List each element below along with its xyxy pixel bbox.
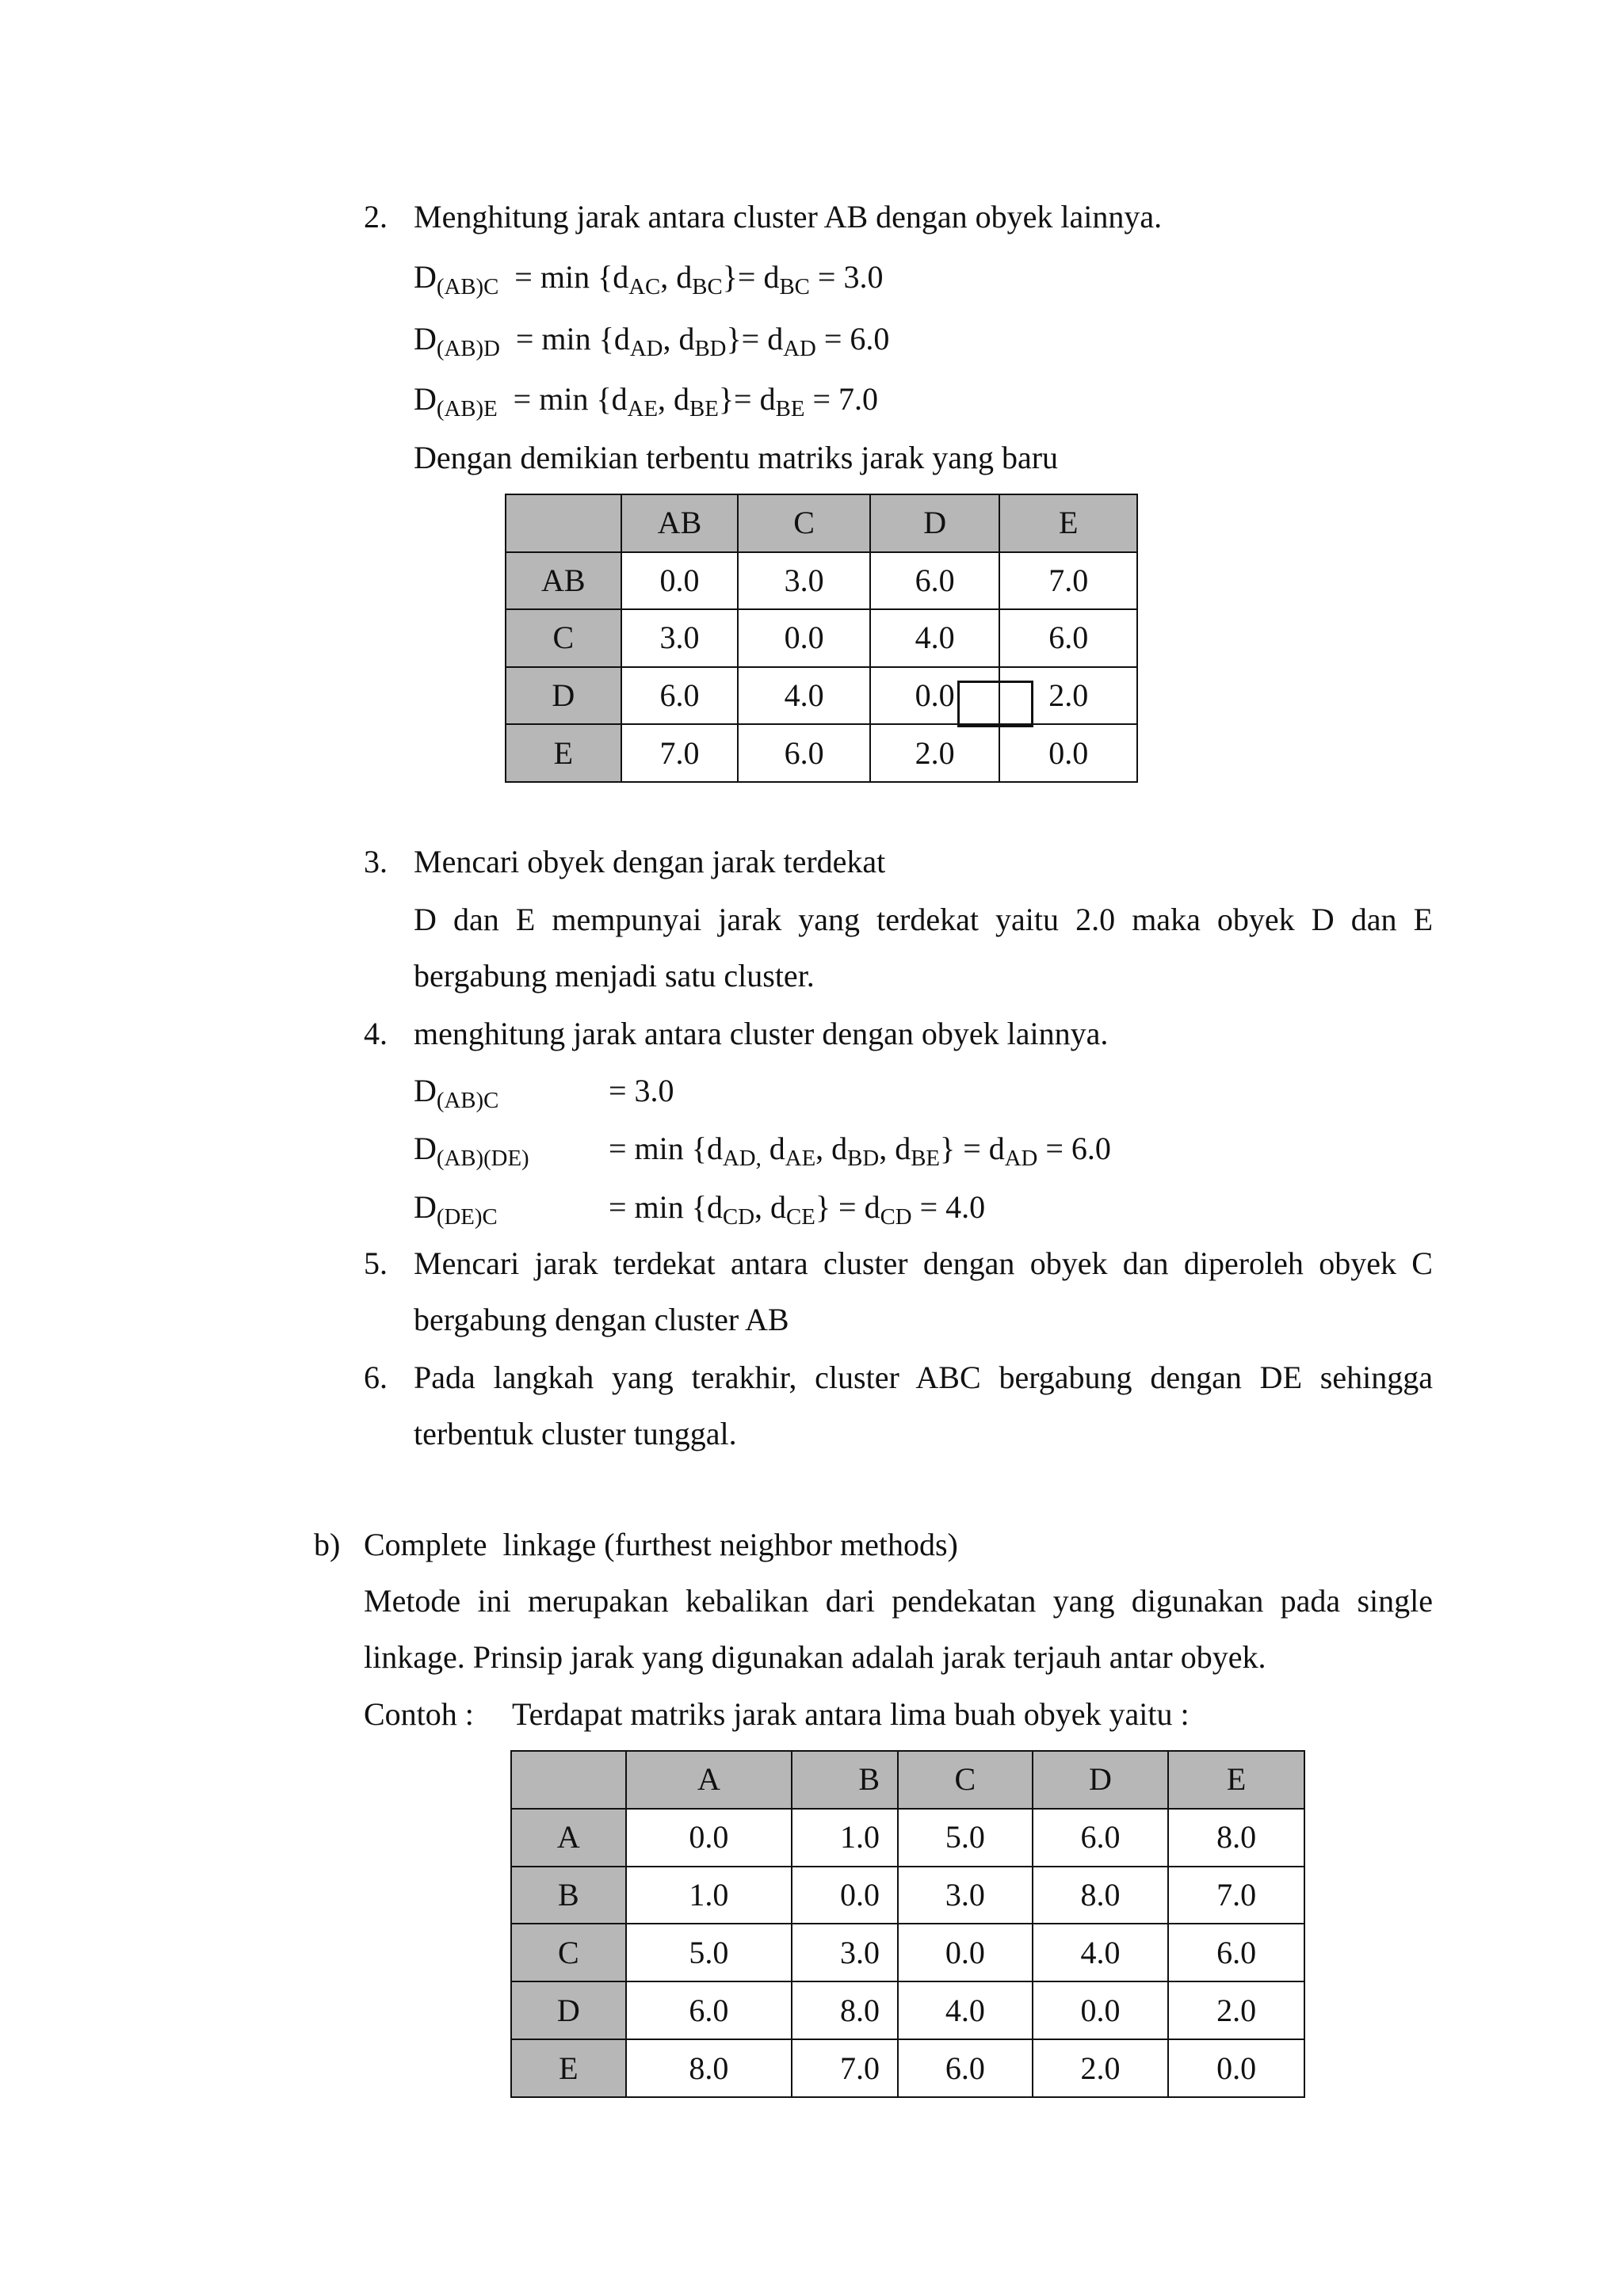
step4-eq1-rhs: = 3.0 (609, 1073, 674, 1108)
step3-title: Mencari obyek dengan jarak terdekat (414, 844, 886, 879)
table-header-row (506, 494, 1137, 552)
table-row (506, 609, 1137, 667)
table-cell: 8.0 (1168, 1809, 1304, 1867)
step2-after-text: Dengan demikian terbentu matriks jarak yang baru (414, 440, 1059, 475)
table-header-cell: E (1168, 1751, 1304, 1809)
table-cell: 2.0 (870, 724, 1000, 782)
table-cell: 3.0 (898, 1867, 1033, 1924)
table-cell: 0.0 (898, 1924, 1033, 1981)
table-cell: 6.0 (1033, 1809, 1169, 1867)
table-cell: 0.0 (621, 552, 739, 610)
row-label-cell: E (511, 2039, 626, 2097)
table-cell: 2.0 (1033, 2039, 1169, 2097)
table-cell: 7.0 (621, 724, 739, 782)
table-cell: 8.0 (792, 1981, 898, 2039)
table-cell: 5.0 (898, 1809, 1033, 1867)
table-header-cell (511, 1751, 626, 1809)
contoh-text: Terdapat matriks jarak antara lima buah obyek yaitu : (512, 1696, 1190, 1732)
table-cell: 2.0 (1168, 1981, 1304, 2039)
table-cell: 3.0 (621, 609, 739, 667)
table-row (506, 724, 1137, 782)
step2-number: 2. (364, 199, 388, 235)
step2-equation-3: $D_{(AB)E} = \min \{d_{AE}$, $d_{BE}\}= d_{BE} = 7.0$ (414, 381, 878, 422)
row-label-cell: C (511, 1924, 626, 1981)
table-cell: 6.0 (621, 667, 739, 725)
table-header-cell: A (626, 1751, 792, 1809)
row-label-cell: D (506, 667, 621, 725)
table-cell: 4.0 (738, 667, 870, 725)
section-b-text-line-2: linkage. Prinsip jarak yang digunakan adalah jarak terjauh antar obyek. (364, 1639, 1266, 1675)
table-cell: 7.0 (1168, 1867, 1304, 1924)
table-header-row (511, 1751, 1304, 1809)
table-cell: 0.0 (1168, 2039, 1304, 2097)
table-cell: 8.0 (626, 2039, 792, 2097)
step4-eq1-lhs: $D_{(AB)C}$ (414, 1073, 499, 1114)
table-cell: 2.0 (999, 667, 1137, 725)
section-b-label: b) (314, 1527, 341, 1562)
step6-number: 6. (364, 1360, 388, 1395)
step3-number: 3. (364, 844, 388, 879)
table-cell: 0.0 (999, 724, 1137, 782)
table-header-cell: C (738, 494, 870, 552)
step4-title: menghitung jarak antara cluster dengan obyek lainnya. (414, 1016, 1109, 1051)
step2-title: Menghitung jarak antara cluster AB dengan obyek lainnya. (414, 199, 1163, 235)
section-b-text-line-1: Metode ini merupakan kebalikan dari pendekatan yang digunakan pada single (364, 1583, 1433, 1619)
step4-number: 4. (364, 1016, 388, 1051)
step2-equation-1: $D_{(AB)C} = \min \{d_{AC}$, $d_{BC}\}= d_{BC} = 3.0$ (414, 259, 884, 300)
contoh-label: Contoh : (364, 1696, 474, 1732)
table-cell: 6.0 (738, 724, 870, 782)
table-cell: 4.0 (898, 1981, 1033, 2039)
table-cell: 0.0 (1033, 1981, 1169, 2039)
step5-text-line-2: bergabung dengan cluster AB (414, 1302, 789, 1337)
step3-text-line-2: bergabung menjadi satu cluster. (414, 958, 815, 994)
step5-text-line-1: Mencari jarak terdekat antara cluster dengan obyek dan diperoleh obyek C (414, 1245, 1433, 1281)
table-cell: 7.0 (792, 2039, 898, 2097)
step4-eq3-lhs: $D_{(DE)C}$ (414, 1189, 498, 1230)
table-cell: 1.0 (792, 1809, 898, 1867)
table-row (511, 1981, 1304, 2039)
table-cell: 3.0 (792, 1924, 898, 1981)
table-cell: 8.0 (1033, 1867, 1169, 1924)
table-cell: 6.0 (898, 2039, 1033, 2097)
table-row (511, 1867, 1304, 1924)
table-header-cell: E (999, 494, 1137, 552)
table-cell: 0.0 (738, 609, 870, 667)
table-header-cell: C (898, 1751, 1033, 1809)
highlight-rectangle (957, 681, 1033, 727)
table-header-cell: B (792, 1751, 898, 1809)
step4-eq2-lhs: $D_{(AB)(DE)}$ (414, 1131, 529, 1172)
table-header-cell: D (1033, 1751, 1169, 1809)
table-cell: 1.0 (626, 1867, 792, 1924)
table-cell: 5.0 (626, 1924, 792, 1981)
table-header-cell (506, 494, 621, 552)
table-cell: 6.0 (870, 552, 1000, 610)
row-label-cell: B (511, 1867, 626, 1924)
table-row (506, 667, 1137, 725)
table-row (511, 1809, 1304, 1867)
step4-eq2-rhs: = $\min \{d_{AD,}$ $d_{AE}$, $d_{BD}$, $d_{BE}\} = d_{AD} = 6.0$ (609, 1131, 1111, 1172)
row-label-cell: E (506, 724, 621, 782)
distance-matrix-table-2 (510, 1750, 1305, 2098)
table-header-cell: D (870, 494, 1000, 552)
step6-text-line-1: Pada langkah yang terakhir, cluster ABC bergabung dengan DE sehingga (414, 1360, 1433, 1395)
table-cell: 0.0 (792, 1867, 898, 1924)
distance-matrix-table-1 (505, 494, 1138, 783)
row-label-cell: A (511, 1809, 626, 1867)
table-cell: 6.0 (999, 609, 1137, 667)
step5-number: 5. (364, 1245, 388, 1281)
table-row (511, 2039, 1304, 2097)
section-b-title: Complete linkage (furthest neighbor methods) (364, 1527, 958, 1562)
table-cell: 4.0 (1033, 1924, 1169, 1981)
table-row (506, 552, 1137, 610)
step3-text-line-1: D dan E mempunyai jarak yang terdekat yaitu 2.0 maka obyek D dan E (414, 902, 1433, 937)
table-cell: 0.0 (626, 1809, 792, 1867)
row-label-cell: C (506, 609, 621, 667)
table-cell: 7.0 (999, 552, 1137, 610)
step6-text-line-2: terbentuk cluster tunggal. (414, 1416, 737, 1451)
step2-equation-2: $D_{(AB)D} = \min \{d_{AD}$, $d_{BD}\}= d_{AD} = 6.0$ (414, 321, 890, 362)
table-cell: 4.0 (870, 609, 1000, 667)
table-cell: 6.0 (1168, 1924, 1304, 1981)
table-header-cell: AB (621, 494, 739, 552)
step4-eq3-rhs: = $\min \{d_{CD}$, $d_{CE}\} = d_{CD} = 4.0$ (609, 1189, 986, 1230)
row-label-cell: D (511, 1981, 626, 2039)
table-cell: 0.0 (870, 667, 1000, 725)
table-cell: 6.0 (626, 1981, 792, 2039)
row-label-cell: AB (506, 552, 621, 610)
table-row (511, 1924, 1304, 1981)
table-cell: 3.0 (738, 552, 870, 610)
